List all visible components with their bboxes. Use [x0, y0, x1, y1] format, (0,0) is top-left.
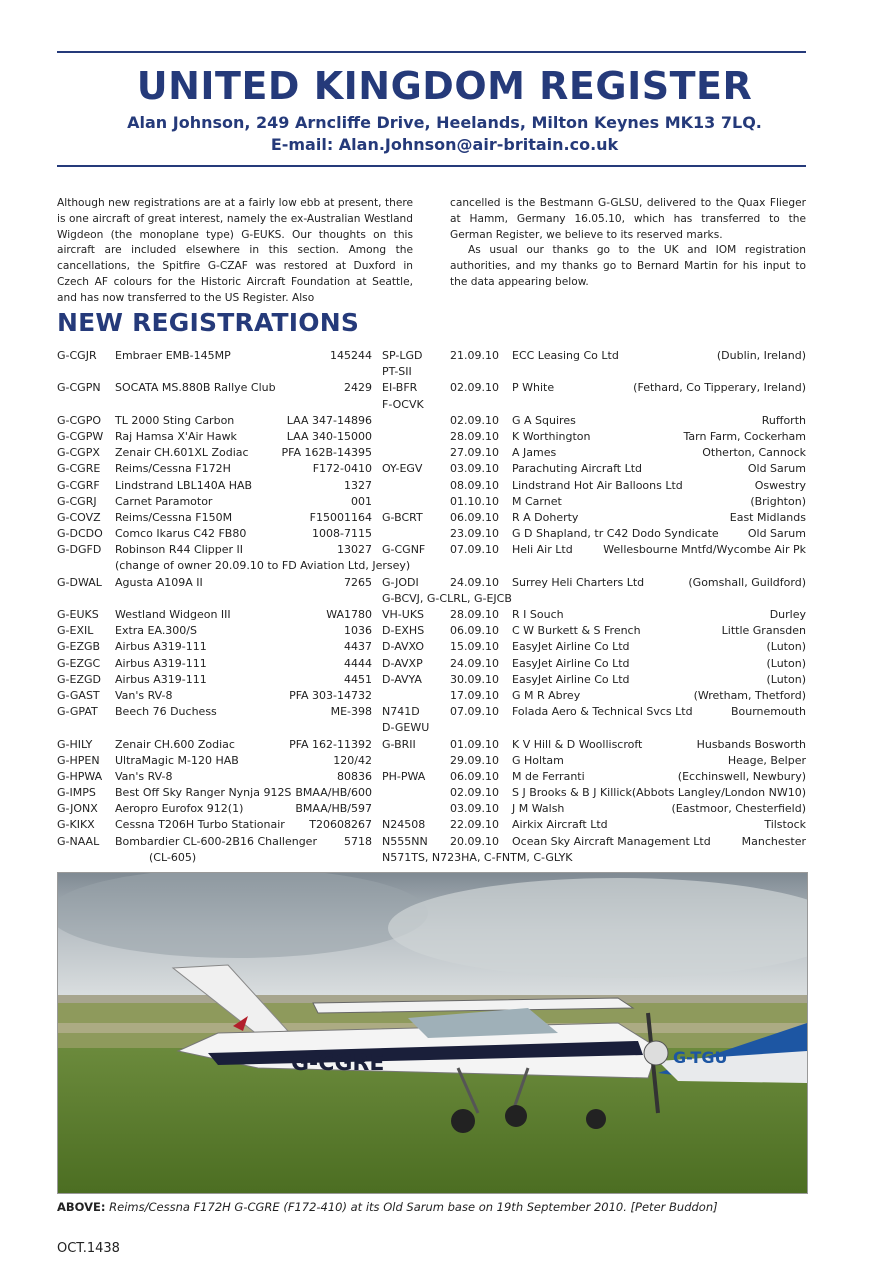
table-row — [57, 801, 806, 817]
cell-base: (Abbots Langley/London NW10) — [631, 786, 806, 800]
cell-base: (Fethard, Co Tipperary, Ireland) — [633, 381, 806, 395]
cell-aircraft-type: Raj Hamsa X'Air Hawk — [115, 429, 237, 443]
cell-registration: G-EZGC — [57, 656, 101, 670]
table-row — [57, 834, 806, 850]
table-row — [57, 656, 806, 672]
cell-previous-identity: N741D — [382, 705, 420, 719]
cell-registration-date: 06.09.10 — [450, 510, 499, 524]
cell-registration: G-IMPS — [57, 786, 96, 800]
cell-previous-identity: VH-UKS — [382, 608, 425, 621]
intro-right-column — [450, 196, 806, 291]
cell-registration: G-HPWA — [57, 769, 103, 783]
cell-construction-number: F15001164 — [309, 510, 372, 524]
cell-construction-number: PFA 303-14732 — [289, 688, 372, 702]
cell-registration: G-EZGD — [57, 672, 101, 686]
cell-aircraft-type: Reims/Cessna F150M — [115, 510, 233, 524]
cell-registration: G-EXIL — [57, 624, 94, 638]
cell-previous-identity: D-EXHS — [382, 624, 425, 638]
cell-base: Old Sarum — [747, 527, 806, 541]
cell-base: East Midlands — [729, 510, 806, 524]
photo-tail-reg: G-CGRE — [291, 1051, 385, 1076]
cell-registration-date: 28.09.10 — [450, 608, 499, 621]
cell-construction-number: PFA 162B-14395 — [281, 446, 372, 460]
cell-aircraft-type: Extra EA.300/S — [115, 624, 197, 638]
table-row — [57, 623, 806, 639]
caption-text: Reims/Cessna F172H G-CGRE (F172-410) at its Old Sarum base on 19th September 2010. [Peter Buddon] — [109, 1200, 718, 1214]
table-row — [57, 526, 806, 542]
table-row — [57, 461, 806, 477]
cell-aircraft-type: Airbus A319-111 — [115, 672, 207, 686]
cell-registration: G-CGPO — [57, 413, 101, 427]
cell-base: Tilstock — [764, 818, 806, 832]
cell-construction-number: 2429 — [344, 381, 372, 395]
cell-registration: G-GPAT — [57, 705, 98, 719]
table-row — [57, 348, 806, 364]
cell-owner: K Worthington — [512, 429, 591, 443]
cell-base: Otherton, Cannock — [702, 446, 806, 460]
cell-registration: G-JONX — [57, 802, 98, 816]
cell-owner: R A Doherty — [512, 510, 579, 524]
cell-registration-date: 21.09.10 — [450, 349, 499, 362]
cell-base: Tarn Farm, Cockerham — [683, 429, 806, 443]
cell-owner: K V Hill & D Woolliscroft — [512, 737, 643, 751]
cell-owner: ECC Leasing Co Ltd — [512, 349, 619, 362]
cell-owner: M de Ferranti — [512, 769, 585, 783]
table-row — [57, 672, 806, 688]
cell-aircraft-type: Zenair CH.601XL Zodiac — [115, 446, 249, 460]
cell-previous-identity: D-AVXO — [382, 640, 425, 654]
cell-construction-number: 4437 — [344, 640, 372, 654]
table-row — [57, 380, 806, 396]
table-row — [57, 720, 806, 736]
photo-caption — [57, 1200, 718, 1214]
cell-registration: G-CGPW — [57, 429, 104, 443]
cell-previous-identity: G-BCVJ, G-CLRL, G-EJCB — [382, 591, 512, 605]
cell-construction-number: 4451 — [344, 672, 372, 686]
intro-paragraph-2: cancelled is the Bestmann G-GLSU, delivered to the Quax Flieger at Hamm, Germany 16.05.10, which has transferred to the German Register, we believe to its reserved marks. — [450, 197, 806, 241]
cell-previous-identity: D-GEWU — [382, 721, 430, 735]
cell-previous-identity: D-AVYA — [382, 672, 422, 686]
cell-owner: C W Burkett & S French — [512, 624, 641, 638]
cell-aircraft-type: (CL-605) — [149, 850, 197, 864]
cell-owner: G A Squires — [512, 413, 576, 427]
cell-owner: EasyJet Airline Co Ltd — [512, 672, 630, 686]
cell-owner: Lindstrand Hot Air Balloons Ltd — [512, 478, 683, 492]
cell-construction-number: 120/42 — [333, 753, 372, 767]
table-row — [57, 785, 806, 801]
cell-owner: Parachuting Aircraft Ltd — [512, 462, 643, 476]
cell-previous-identity: OY-EGV — [382, 462, 423, 476]
cell-aircraft-type: Cessna T206H Turbo Stationair — [115, 818, 285, 832]
registrations-table — [57, 348, 806, 866]
editor-email[interactable]: E-mail: Alan.Johnson@air-britain.co.uk — [270, 135, 619, 154]
cell-owner: G Holtam — [512, 753, 564, 767]
cell-previous-identity: G-CGNF — [382, 543, 426, 557]
cell-construction-number: 1327 — [344, 478, 372, 492]
cell-registration-date: 06.09.10 — [450, 624, 499, 638]
page-folio: OCT.1438 — [57, 1241, 120, 1256]
cell-base: (Gomshall, Guildford) — [688, 575, 806, 589]
cell-previous-identity: N555NN — [382, 834, 428, 848]
cell-previous-identity: SP-LGD — [382, 349, 423, 362]
cell-base: (Luton) — [766, 640, 806, 654]
cell-registration: G-KIKX — [57, 818, 95, 832]
cell-owner: EasyJet Airline Co Ltd — [512, 640, 630, 654]
cell-owner: Folada Aero & Technical Svcs Ltd — [512, 705, 693, 719]
cell-registration: G-CGRF — [57, 478, 100, 492]
cell-registration: G-DGFD — [57, 543, 102, 557]
cell-registration-date: 24.09.10 — [450, 656, 499, 670]
cell-base: Bournemouth — [730, 705, 806, 719]
cell-construction-number: 13027 — [337, 543, 372, 557]
table-row — [57, 364, 806, 380]
table-row — [57, 494, 806, 510]
cell-aircraft-type: Lindstrand LBL140A HAB — [115, 478, 253, 492]
cell-registration-date: 01.10.10 — [450, 494, 499, 508]
intro-paragraph-3: As usual our thanks go to the UK and IOM registration authorities, and my thanks go to Bernard Martin for his input to the data appearing below. — [450, 244, 806, 288]
cell-base: (Ecchinswell, Newbury) — [677, 769, 806, 783]
table-row — [57, 558, 806, 574]
cell-base: Manchester — [741, 834, 806, 848]
cell-aircraft-type: Van's RV-8 — [115, 688, 173, 702]
intro-paragraph-1: Although new registrations are at a fairly low ebb at present, there is one aircraft of great interest, namely the ex-Australian Westland Wigdeon (the monoplane type) G-EUKS. Our thoughts on this aircraft are included elsewhere in this section. Among the cancellations, the Spitfire G-CZAF was restored at Duxford in Czech AF colours for the Historic Aircraft Foundation at Seattle, and has now transferred to the US Register. Also — [57, 197, 413, 304]
cell-previous-identity: G-BRII — [382, 737, 416, 751]
cell-aircraft-type: Embraer EMB-145MP — [115, 349, 231, 362]
cell-owner: R I Souch — [512, 608, 564, 621]
cell-construction-number: BMAA/HB/600 — [295, 786, 372, 800]
intro-left-column — [57, 196, 413, 307]
cell-registration-date: 17.09.10 — [450, 688, 499, 702]
cell-construction-number: WA1780 — [326, 608, 372, 621]
cell-registration-date: 30.09.10 — [450, 672, 499, 686]
cell-registration-date: 20.09.10 — [450, 834, 499, 848]
cell-registration-date: 07.09.10 — [450, 543, 499, 557]
cell-owner: EasyJet Airline Co Ltd — [512, 656, 630, 670]
cell-registration: G-HILY — [57, 737, 93, 751]
cell-aircraft-type: Zenair CH.600 Zodiac — [115, 737, 235, 751]
cell-registration-date: 02.09.10 — [450, 381, 499, 395]
cell-base: (Dublin, Ireland) — [716, 349, 806, 362]
cell-base: Durley — [769, 608, 806, 621]
table-row — [57, 478, 806, 494]
cell-registration-date: 03.09.10 — [450, 802, 499, 816]
cell-owner: Surrey Heli Charters Ltd — [512, 575, 645, 589]
cell-aircraft-type: (change of owner 20.09.10 to FD Aviation Ltd, Jersey) — [115, 559, 411, 573]
cell-aircraft-type: Beech 76 Duchess — [115, 705, 217, 719]
table-row — [57, 639, 806, 655]
cell-registration: G-CGPN — [57, 381, 101, 395]
cell-base: (Luton) — [766, 656, 806, 670]
cell-previous-identity: PT-SII — [382, 365, 412, 379]
cell-base: Little Gransden — [721, 624, 806, 638]
cell-aircraft-type: Bombardier CL-600-2B16 Challenger — [115, 834, 317, 848]
cell-construction-number: 4444 — [344, 656, 372, 670]
cell-aircraft-type: TL 2000 Sting Carbon — [115, 413, 235, 427]
table-row — [57, 510, 806, 526]
cell-owner: M Carnet — [512, 494, 562, 508]
table-row — [57, 591, 806, 607]
header-bottom-rule — [57, 165, 806, 167]
cell-owner: G M R Abrey — [512, 688, 581, 702]
cell-registration-date: 28.09.10 — [450, 429, 499, 443]
cell-registration-date: 24.09.10 — [450, 575, 499, 589]
cell-registration-date: 22.09.10 — [450, 818, 499, 832]
cell-base: (Wretham, Thetford) — [693, 688, 806, 702]
cell-registration-date: 15.09.10 — [450, 640, 499, 654]
table-row — [57, 429, 806, 445]
cell-construction-number: T20608267 — [309, 818, 372, 832]
cell-aircraft-type: SOCATA MS.880B Rallye Club — [115, 381, 276, 395]
cell-owner: P White — [512, 381, 555, 395]
cell-registration-date: 23.09.10 — [450, 527, 499, 541]
cell-aircraft-type: Best Off Sky Ranger Nynja 912S — [115, 786, 292, 800]
cell-construction-number: 7265 — [344, 575, 372, 589]
table-row — [57, 542, 806, 558]
cell-registration: G-COVZ — [57, 510, 101, 524]
cell-registration: G-GAST — [57, 688, 100, 702]
cell-registration: G-CGRJ — [57, 494, 97, 508]
cell-aircraft-type: Aeropro Eurofox 912(1) — [115, 802, 244, 816]
cell-registration-date: 01.09.10 — [450, 737, 499, 751]
cell-registration-date: 29.09.10 — [450, 753, 499, 767]
table-row — [57, 688, 806, 704]
cell-previous-identity: D-AVXP — [382, 656, 423, 670]
cell-owner: G D Shapland, tr C42 Dodo Syndicate — [512, 527, 719, 541]
cell-owner: S J Brooks & B J Killick — [512, 786, 632, 800]
cell-previous-identity: N24508 — [382, 818, 426, 832]
cell-construction-number: 5718 — [344, 834, 372, 848]
cell-registration-date: 02.09.10 — [450, 786, 499, 800]
table-row — [57, 737, 806, 753]
cell-base: (Brighton) — [750, 494, 806, 508]
cell-registration-date: 07.09.10 — [450, 705, 499, 719]
cell-construction-number: LAA 340-15000 — [286, 429, 372, 443]
cell-base: Heage, Belper — [727, 753, 806, 767]
photo-other-reg: G-TGU — [673, 1048, 728, 1067]
cell-construction-number: 80836 — [337, 769, 372, 783]
cell-construction-number: ME-398 — [330, 705, 372, 719]
cell-registration: G-NAAL — [57, 834, 100, 848]
cell-registration: G-CGPX — [57, 446, 100, 460]
page-title: UNITED KINGDOM REGISTER — [136, 64, 753, 108]
cell-aircraft-type: Airbus A319-111 — [115, 656, 207, 670]
cell-base: Old Sarum — [747, 462, 806, 476]
cell-construction-number: 1008-7115 — [312, 527, 372, 541]
cell-base: Wellesbourne Mntfd/Wycombe Air Pk — [603, 543, 806, 557]
cell-owner: Heli Air Ltd — [512, 543, 573, 557]
cell-registration: G-DCDO — [57, 527, 103, 541]
cell-previous-identity: G-BCRT — [382, 510, 423, 524]
cell-registration: G-EZGB — [57, 640, 101, 654]
cell-construction-number: PFA 162-11392 — [289, 737, 372, 751]
cell-owner: A James — [512, 446, 557, 460]
cell-aircraft-type: Carnet Paramotor — [115, 494, 213, 508]
cell-aircraft-type: Van's RV-8 — [115, 769, 173, 783]
aircraft-photo — [57, 872, 808, 1194]
cell-owner: J M Walsh — [512, 802, 565, 816]
table-row — [57, 850, 806, 866]
cell-base: Oswestry — [754, 478, 806, 492]
cell-previous-identity: G-JODI — [382, 575, 419, 589]
cell-aircraft-type: Comco Ikarus C42 FB80 — [115, 527, 247, 541]
cell-base: (Eastmoor, Chesterfield) — [671, 802, 806, 816]
table-row — [57, 575, 806, 591]
cell-registration: G-HPEN — [57, 753, 100, 767]
cell-construction-number: 1036 — [344, 624, 372, 638]
table-row — [57, 753, 806, 769]
cell-construction-number: 145244 — [330, 349, 372, 362]
cell-registration-date: 03.09.10 — [450, 462, 499, 476]
cell-registration: G-CGRE — [57, 462, 101, 476]
cell-aircraft-type: Airbus A319-111 — [115, 640, 207, 654]
top-rule — [57, 51, 806, 53]
cell-registration-date: 08.09.10 — [450, 478, 499, 492]
cell-aircraft-type: Reims/Cessna F172H — [115, 462, 231, 476]
cell-construction-number: F172-0410 — [312, 462, 372, 476]
cell-registration-date: 06.09.10 — [450, 769, 499, 783]
cell-previous-identity: N571TS, N723HA, C-FNTM, C-GLYK — [382, 850, 573, 864]
table-row — [57, 769, 806, 785]
cell-owner: Airkix Aircraft Ltd — [512, 818, 608, 832]
cell-base: Husbands Bosworth — [696, 737, 806, 751]
cell-registration: G-CGJR — [57, 349, 97, 362]
caption-label: ABOVE: — [57, 1200, 106, 1214]
cell-aircraft-type: Westland Widgeon III — [115, 608, 231, 621]
table-row — [57, 413, 806, 429]
cell-registration: G-EUKS — [57, 608, 99, 621]
cell-previous-identity: EI-BFR — [382, 381, 418, 395]
cell-construction-number: 001 — [351, 494, 372, 508]
table-row — [57, 607, 806, 623]
editor-address: Alan Johnson, 249 Arncliffe Drive, Heelands, Milton Keynes MK13 7LQ. — [127, 113, 762, 132]
cell-previous-identity: F-OCVK — [382, 397, 424, 411]
cell-previous-identity: PH-PWA — [382, 769, 426, 783]
table-row — [57, 704, 806, 720]
cell-base: Rufforth — [761, 413, 806, 427]
cell-base: (Luton) — [766, 672, 806, 686]
table-row — [57, 817, 806, 833]
cell-aircraft-type: UltraMagic M-120 HAB — [115, 753, 239, 767]
cell-registration: G-DWAL — [57, 575, 102, 589]
cell-registration-date: 02.09.10 — [450, 413, 499, 427]
cell-aircraft-type: Robinson R44 Clipper II — [115, 543, 243, 557]
cell-construction-number: BMAA/HB/597 — [295, 802, 372, 816]
cell-registration-date: 27.09.10 — [450, 446, 499, 460]
table-row — [57, 397, 806, 413]
cell-aircraft-type: Agusta A109A II — [115, 575, 203, 589]
cell-construction-number: LAA 347-14896 — [286, 413, 372, 427]
section-title: NEW REGISTRATIONS — [57, 308, 360, 337]
table-row — [57, 445, 806, 461]
cell-owner: Ocean Sky Aircraft Management Ltd — [512, 834, 711, 848]
